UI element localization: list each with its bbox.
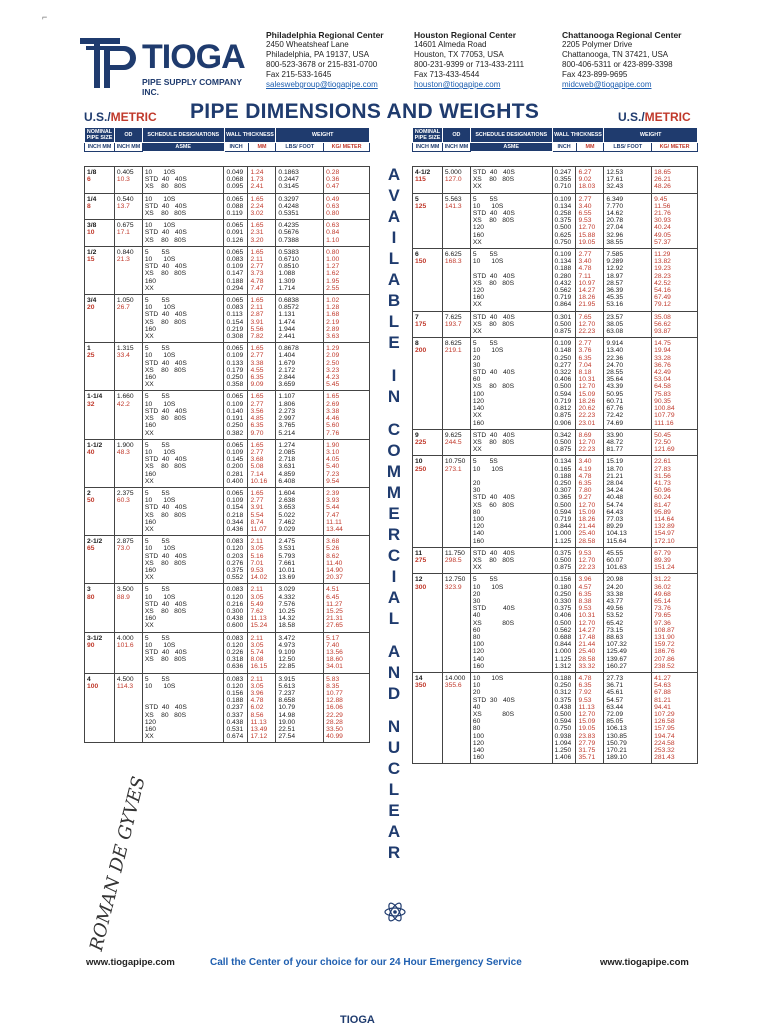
schedule-cell: STD 40 40S XS 80 80S XX (470, 311, 552, 338)
wall-inch-cell: 0.083 0.120 0.216 0.300 0.438 0.600 (224, 584, 248, 632)
outside-diameter-cell: 4.500 114.3 (114, 673, 142, 743)
header-schedule: SCHEDULE DESIGNATIONS (142, 128, 224, 143)
table-row (413, 338, 698, 429)
pipe-size-cell: 4-1/2 115 (413, 167, 443, 194)
table-row (413, 193, 698, 248)
pipe-size-cell: 9 225 (413, 429, 443, 456)
header-inch-mm: INCH MM (85, 143, 115, 152)
weight-lbs-cell: 0.5383 0.6710 0.8510 1.088 1.309 1.714 (276, 246, 324, 294)
office-line: Fax 713-433-4544 (414, 70, 480, 79)
weight-kg-cell: 4.51 6.45 11.27 15.25 21.31 27.65 (324, 584, 370, 632)
wall-inch-cell: 0.134 0.165 0.188 0.250 0.307 0.365 0.500 0.594 0.719 0.844 1.000 1.125 (552, 456, 576, 547)
office-line: Fax 423-899-9695 (562, 70, 628, 79)
outside-diameter-cell: 9.625 244.5 (442, 429, 470, 456)
slogan-letter: A (387, 822, 401, 841)
page-title: PIPE DIMENSIONS AND WEIGHTS (190, 100, 540, 123)
weight-kg-cell: 5.17 7.40 13.56 18.60 34.01 (324, 632, 370, 673)
weight-lbs-cell: 6.349 7.770 14.62 20.78 27.04 32.96 38.55 (604, 193, 652, 248)
outside-diameter-cell: 10.750 273.1 (442, 456, 470, 547)
office-name: Chattanooga Regional Center (562, 30, 682, 40)
wall-inch-cell: 0.188 0.250 0.312 0.375 0.438 0.500 0.594 0.750 0.938 1.094 1.250 1.406 (552, 673, 576, 764)
table-row (413, 456, 698, 547)
schedule-cell: 5 5S 10 10S STD 40 40S XS 80 80S 160 XX (142, 439, 224, 487)
pipe-size-cell: 2 50 (85, 487, 115, 535)
wall-inch-cell: 0.065 0.088 0.119 (224, 193, 248, 220)
schedule-cell: 10 10S STD 40 40S XS 80 80S (142, 167, 224, 194)
slogan-letter: N (387, 717, 401, 736)
slogan-letter: I (391, 567, 397, 586)
table-header-left (84, 127, 370, 152)
header-inch-mm: INCH MM (114, 143, 142, 152)
table-row (85, 536, 370, 584)
header-nominal: NOMINAL PIPE SIZE (413, 128, 443, 143)
outside-diameter-cell: 5.563 141.3 (442, 193, 470, 248)
units-us: U.S./ (84, 110, 111, 124)
wall-inch-cell: 0.065 0.109 0.133 0.179 0.250 0.358 (224, 343, 248, 391)
slogan-letter: R (387, 525, 401, 544)
weight-kg-cell: 1.90 3.10 4.05 5.40 7.23 9.54 (324, 439, 370, 487)
slogan-letter: L (388, 312, 400, 331)
wall-inch-cell: 0.375 0.500 0.875 (552, 547, 576, 574)
weight-lbs-cell: 2.475 3.531 5.793 7.661 10.01 13.69 (276, 536, 324, 584)
weight-lbs-cell: 45.55 60.07 101.63 (604, 547, 652, 574)
slogan-letter: A (387, 588, 401, 607)
slogan-letter (372, 353, 416, 365)
header-schedule: SCHEDULE DESIGNATIONS (470, 128, 552, 143)
table-row (85, 343, 370, 391)
weight-kg-cell: 5.83 8.35 10.77 12.88 16.06 22.29 28.28 33.50 40.99 (324, 673, 370, 743)
slogan-letter: O (387, 441, 401, 460)
wall-mm-cell: 1.65 2.77 3.91 5.54 8.74 11.07 (248, 487, 276, 535)
wall-mm-cell: 2.11 3.05 5.74 8.08 16.15 (248, 632, 276, 673)
wall-inch-cell: 0.156 0.180 0.250 0.330 0.375 0.406 0.500 0.562 0.688 0.844 1.000 1.125 1.312 (552, 574, 576, 673)
schedule-cell: 5 5S 10 10S STD 40 40S XS 80 80S 120 160 XX (470, 249, 552, 312)
schedule-cell: 5 5S 10 10S 20 30 STD 40 40S 60 XS 80 80S 100 120 140 XX 160 (470, 338, 552, 429)
pipe-table-right (412, 166, 698, 764)
slogan-letter: E (388, 504, 400, 523)
slogan-letter: M (386, 483, 402, 502)
table-row (413, 673, 698, 764)
footer-website-link-left[interactable]: www.tiogapipe.com (86, 957, 175, 968)
wall-mm-cell: 2.11 3.05 5.49 7.62 11.13 15.24 (248, 584, 276, 632)
pipe-size-cell: 3/4 20 (85, 295, 115, 343)
vertical-slogan (372, 164, 416, 863)
handwritten-signature (40, 760, 150, 960)
office-chattanooga (562, 30, 681, 90)
wall-mm-cell: 2.77 3.40 6.55 9.53 12.70 15.88 19.05 (576, 193, 604, 248)
wall-inch-cell: 0.083 0.120 0.203 0.276 0.375 0.552 (224, 536, 248, 584)
slogan-letter: E (388, 801, 400, 820)
slogan-letter: A (387, 207, 401, 226)
office-email-link[interactable]: houston@tiogapipe.com (414, 80, 501, 89)
tioga-tp-logo-icon (80, 36, 138, 92)
slogan-letter: V (388, 186, 400, 205)
header-mm: MM (576, 143, 604, 152)
outside-diameter-cell: 2.375 60.3 (114, 487, 142, 535)
header-asme: ASME (142, 143, 224, 152)
table-row (413, 167, 698, 194)
weight-lbs-cell: 0.1863 0.2447 0.3145 (276, 167, 324, 194)
schedule-cell: 5 5S 10 10S STD 40 40S XS 80 80S 160 XX (142, 536, 224, 584)
weight-lbs-cell: 0.3297 0.4248 0.5351 (276, 193, 324, 220)
slogan-letter: U (387, 738, 401, 757)
slogan-letter: M (386, 462, 402, 481)
wall-mm-cell: 1.65 2.11 2.77 3.73 4.78 7.47 (248, 246, 276, 294)
units-label-right (618, 110, 691, 124)
header-lbs-foot: LBS/ FOOT (276, 143, 324, 152)
slogan-letter: A (387, 165, 401, 184)
outside-diameter-cell: 6.625 168.3 (442, 249, 470, 312)
schedule-cell: STD 40 40S XS 80 80S XX (470, 429, 552, 456)
wall-inch-cell: 0.065 0.091 0.126 (224, 220, 248, 247)
schedule-cell: 5 5S 10 10S STD 40 40S XS 80 80S 160 XX (142, 487, 224, 535)
pipe-size-cell: 1/4 8 (85, 193, 115, 220)
pipe-size-cell: 3/8 10 (85, 220, 115, 247)
slogan-letter: C (387, 759, 401, 778)
slogan-letter: C (387, 546, 401, 565)
pipe-size-cell: 14 350 (413, 673, 443, 764)
weight-lbs-cell: 9.914 13.40 22.36 24.70 28.55 35.64 43.39 50.95 60.71 67.76 72.42 74.69 (604, 338, 652, 429)
wall-mm-cell: 7.65 12.70 22.23 (576, 311, 604, 338)
pipe-size-cell: 2-1/2 65 (85, 536, 115, 584)
weight-lbs-cell: 20.98 24.20 33.38 43.77 49.56 53.52 65.42 73.15 88.63 107.32 125.49 139.67 160.27 (604, 574, 652, 673)
weight-lbs-cell: 1.107 1.806 2.273 2.997 3.765 5.214 (276, 391, 324, 439)
header-od: OD (114, 128, 142, 143)
weight-kg-cell: 14.75 19.94 33.28 36.76 42.49 53.04 64.58 75.83 90.35 100.84 107.79 111.16 (652, 338, 698, 429)
schedule-cell: 5 5S 10 10S 20 30 STD 40 40S XS 60 80S 80 100 120 140 160 (470, 456, 552, 547)
office-line: 800-406-5311 or 423-899-3398 (562, 60, 673, 69)
table-row (85, 167, 370, 194)
outside-diameter-cell: 1.050 26.7 (114, 295, 142, 343)
wall-mm-cell: 3.40 4.19 4.78 6.35 7.80 9.27 12.70 15.09 18.26 21.44 25.40 28.58 (576, 456, 604, 547)
outside-diameter-cell: 14.000 355.6 (442, 673, 470, 764)
wall-inch-cell: 0.083 0.120 0.156 0.188 0.237 0.337 0.438 0.531 0.674 (224, 673, 248, 743)
weight-kg-cell: 50.45 72.50 121.69 (652, 429, 698, 456)
pipe-size-cell: 10 250 (413, 456, 443, 547)
table-row (85, 193, 370, 220)
table-row (85, 584, 370, 632)
schedule-cell: 5 5S 10 10S STD 40 40S XS 80 80S 160 XX (142, 295, 224, 343)
header-kg-meter: KG/ METER (652, 143, 698, 152)
weight-lbs-cell: 0.6838 0.8572 1.131 1.474 1.944 2.441 (276, 295, 324, 343)
schedule-cell: 5 5S 10 10S STD 40 40S XS 80 80S 120 160 XX (142, 673, 224, 743)
header-lbs-foot: LBS/ FOOT (604, 143, 652, 152)
office-philadelphia (266, 30, 384, 90)
office-email-link[interactable]: saleswebgroup@tiogapipe.com (266, 80, 378, 89)
table-row (413, 311, 698, 338)
slogan-letter (372, 407, 416, 419)
slogan-letter: B (387, 291, 401, 310)
slogan-letter: N (387, 663, 401, 682)
company-logo (80, 36, 260, 96)
weight-kg-cell: 18.65 26.21 48.26 (652, 167, 698, 194)
wall-inch-cell: 0.065 0.109 0.154 0.218 0.344 0.436 (224, 487, 248, 535)
weight-kg-cell: 67.79 89.39 151.24 (652, 547, 698, 574)
office-houston (414, 30, 524, 90)
outside-diameter-cell: 1.660 42.2 (114, 391, 142, 439)
wall-mm-cell: 8.69 12.70 22.23 (576, 429, 604, 456)
wall-inch-cell: 0.247 0.355 0.710 (552, 167, 576, 194)
pipe-size-cell: 7 175 (413, 311, 443, 338)
pipe-size-cell: 11 275 (413, 547, 443, 574)
pipe-size-cell: 8 200 (413, 338, 443, 429)
outside-diameter-cell: 11.750 298.5 (442, 547, 470, 574)
header-nominal: NOMINAL PIPE SIZE (85, 128, 115, 143)
outside-diameter-cell: 8.625 219.1 (442, 338, 470, 429)
weight-kg-cell: 11.29 13.82 19.23 28.23 42.52 54.16 67.49 79.12 (652, 249, 698, 312)
table-row (413, 429, 698, 456)
weight-kg-cell: 22.61 27.83 31.56 41.73 50.96 60.24 81.47 95.89 114.64 132.89 154.97 172.10 (652, 456, 698, 547)
weight-kg-cell: 3.68 5.26 8.62 11.40 14.90 20.37 (324, 536, 370, 584)
slogan-letter: N (387, 387, 401, 406)
office-email-link[interactable]: midcweb@tiogapipe.com (562, 80, 652, 89)
schedule-cell: 5 5S 10 10S STD 40 40S XS 80 80S 120 160 XX (470, 193, 552, 248)
slogan-letter: C (387, 420, 401, 439)
office-line: 2450 Wheatsheaf Lane (266, 40, 349, 49)
wall-mm-cell: 9.53 12.70 22.23 (576, 547, 604, 574)
slogan-letter: I (391, 228, 397, 247)
outside-diameter-cell: 3.500 88.9 (114, 584, 142, 632)
table-row (85, 632, 370, 673)
schedule-cell: STD 40 40S XS 80 80S XX (470, 167, 552, 194)
slogan-letter: L (388, 609, 400, 628)
pipe-size-cell: 1-1/4 32 (85, 391, 115, 439)
outside-diameter-cell: 0.675 17.1 (114, 220, 142, 247)
units-us: U.S./ (618, 110, 645, 124)
units-metric: METRIC (110, 110, 157, 124)
schedule-cell: 5 5S 10 10S STD 40 40S XS 80 80S (142, 632, 224, 673)
header-wall: WALL THICKNESS (224, 128, 276, 143)
wall-mm-cell: 1.65 2.11 2.87 3.91 5.56 7.82 (248, 295, 276, 343)
company-name: TIOGA (142, 38, 245, 76)
atom-icon (383, 900, 407, 924)
schedule-cell: 5 5S 10 10S STD 40 40S XS 80 80S 160 XX (142, 584, 224, 632)
pipe-size-cell: 6 150 (413, 249, 443, 312)
outside-diameter-cell: 2.875 73.0 (114, 536, 142, 584)
pipe-size-cell: 3-1/2 90 (85, 632, 115, 673)
footer-emergency-text: Call the Center of your choice for our 24 Hour Emergency Service (210, 957, 522, 968)
header-kg-meter: KG/ METER (324, 143, 370, 152)
wall-mm-cell: 3.96 4.57 6.35 8.38 9.53 10.31 12.70 14.27 17.48 21.44 25.40 28.58 33.32 (576, 574, 604, 673)
outside-diameter-cell: 0.840 21.3 (114, 246, 142, 294)
table-row (413, 249, 698, 312)
table-row (85, 487, 370, 535)
weight-kg-cell: 0.28 0.36 0.47 (324, 167, 370, 194)
weight-kg-cell: 1.29 2.09 2.50 3.23 4.23 5.45 (324, 343, 370, 391)
wall-mm-cell: 1.65 2.77 3.38 4.55 6.35 9.09 (248, 343, 276, 391)
header-wall: WALL THICKNESS (552, 128, 604, 143)
table-row (85, 220, 370, 247)
weight-kg-cell: 0.63 0.84 1.10 (324, 220, 370, 247)
slogan-letter: E (388, 333, 400, 352)
weight-kg-cell: 35.08 56.62 93.87 (652, 311, 698, 338)
slogan-letter: L (388, 249, 400, 268)
wall-inch-cell: 0.065 0.109 0.145 0.200 0.281 0.400 (224, 439, 248, 487)
wall-inch-cell: 0.083 0.120 0.226 0.318 0.636 (224, 632, 248, 673)
slogan-letter: L (388, 780, 400, 799)
header-od: OD (442, 128, 470, 143)
weight-lbs-cell: 27.73 36.71 45.61 54.57 63.44 72.09 85.05 106.13 130.85 150.79 170.21 189.10 (604, 673, 652, 764)
header-inch-mm: INCH MM (442, 143, 470, 152)
pipe-size-cell: 5 125 (413, 193, 443, 248)
wall-inch-cell: 0.301 0.500 0.875 (552, 311, 576, 338)
schedule-cell: 10 10S 10 20 STD 30 40S 40 XS 80S 60 80 100 120 140 160 (470, 673, 552, 764)
schedule-cell: 10 10S STD 40 40S XS 80 80S (142, 220, 224, 247)
schedule-cell: 5 5S 10 10S STD 40 40S XS 80 80S 160 XX (142, 391, 224, 439)
wall-inch-cell: 0.065 0.083 0.109 0.147 0.188 0.294 (224, 246, 248, 294)
pipe-size-cell: 1-1/2 40 (85, 439, 115, 487)
slogan-letter (372, 629, 416, 641)
wall-mm-cell: 1.65 2.24 3.02 (248, 193, 276, 220)
table-row (85, 246, 370, 294)
pipe-size-cell: 4 100 (85, 673, 115, 743)
header-inch-mm: INCH MM (413, 143, 443, 152)
weight-lbs-cell: 7.585 9.289 12.92 18.97 28.57 36.39 45.35 53.16 (604, 249, 652, 312)
slogan-letter: D (387, 684, 401, 703)
office-name: Philadelphia Regional Center (266, 30, 384, 40)
slogan-letter: A (387, 270, 401, 289)
weight-lbs-cell: 3.029 4.332 7.576 10.25 14.32 18.58 (276, 584, 324, 632)
wall-inch-cell: 0.109 0.148 0.250 0.277 0.322 0.406 0.500 0.594 0.719 0.812 0.875 0.906 (552, 338, 576, 429)
weight-kg-cell: 9.45 11.56 21.76 30.93 40.24 49.05 57.37 (652, 193, 698, 248)
units-label-left (84, 110, 157, 124)
pipe-size-cell: 1/8 6 (85, 167, 115, 194)
office-line: Houston, TX 77053, USA (414, 50, 504, 59)
wall-mm-cell: 2.11 3.05 3.96 4.78 6.02 8.56 11.13 13.49 17.12 (248, 673, 276, 743)
header-inch: INCH (552, 143, 576, 152)
pipe-table-left (84, 166, 370, 743)
wall-mm-cell: 1.65 2.31 3.20 (248, 220, 276, 247)
company-tagline: PIPE SUPPLY COMPANY INC. (142, 77, 242, 97)
weight-kg-cell: 2.39 3.93 5.44 7.47 11.11 13.44 (324, 487, 370, 535)
wall-mm-cell: 1.24 1.73 2.41 (248, 167, 276, 194)
header-inch: INCH (224, 143, 248, 152)
office-line: 800-231-9399 or 713-433-2111 (414, 60, 525, 69)
table-row (413, 547, 698, 574)
outside-diameter-cell: 4.000 101.6 (114, 632, 142, 673)
weight-lbs-cell: 1.274 2.085 2.718 3.631 4.859 6.408 (276, 439, 324, 487)
signature-text: ROMAN DE GYVES (86, 774, 150, 954)
table-row (85, 673, 370, 743)
footer-website-link-right[interactable]: www.tiogapipe.com (600, 957, 689, 968)
header-asme: ASME (470, 143, 552, 152)
weight-lbs-cell: 1.604 2.638 3.653 5.022 7.462 9.029 (276, 487, 324, 535)
wall-mm-cell: 6.27 9.02 18.03 (576, 167, 604, 194)
slogan-letter: I (391, 366, 397, 385)
outside-diameter-cell: 0.540 13.7 (114, 193, 142, 220)
schedule-cell: STD 40 40S XS 80 80S XX (470, 547, 552, 574)
pipe-size-cell: 3 80 (85, 584, 115, 632)
header-weight: WEIGHT (604, 128, 698, 143)
pipe-size-cell: 12 300 (413, 574, 443, 673)
slogan-letter (372, 704, 416, 716)
office-line: 14601 Almeda Road (414, 40, 487, 49)
table-row (85, 439, 370, 487)
wall-mm-cell: 1.65 2.77 3.68 5.08 7.14 10.16 (248, 439, 276, 487)
office-line: Fax 215-533-1645 (266, 70, 332, 79)
header-mm: MM (248, 143, 276, 152)
outside-diameter-cell: 0.405 10.3 (114, 167, 142, 194)
slogan-letter: A (387, 642, 401, 661)
outside-diameter-cell: 7.625 193.7 (442, 311, 470, 338)
wall-mm-cell: 4.78 6.35 7.92 9.53 11.13 12.70 15.09 19.05 23.83 27.79 31.75 35.71 (576, 673, 604, 764)
table-header-right (412, 127, 698, 152)
schedule-cell: 5 5S 10 10S STD 40 40S XS 80 80S 160 XX (142, 343, 224, 391)
weight-kg-cell: 0.80 1.00 1.27 1.62 1.95 2.55 (324, 246, 370, 294)
table-row (85, 295, 370, 343)
wall-inch-cell: 0.065 0.083 0.113 0.154 0.219 0.308 (224, 295, 248, 343)
slogan-letter: R (387, 843, 401, 862)
office-name: Houston Regional Center (414, 30, 517, 40)
pipe-size-cell: 1/2 15 (85, 246, 115, 294)
wall-inch-cell: 0.109 0.134 0.258 0.375 0.500 0.625 0.750 (552, 193, 576, 248)
weight-kg-cell: 1.02 1.28 1.68 2.19 2.89 3.63 (324, 295, 370, 343)
office-line: Chattanooga, TN 37421, USA (562, 50, 669, 59)
table-row (85, 391, 370, 439)
pipe-size-cell: 1 25 (85, 343, 115, 391)
weight-lbs-cell: 12.53 17.61 32.43 (604, 167, 652, 194)
weight-lbs-cell: 15.19 18.70 21.21 28.04 34.24 40.48 54.74 64.43 77.03 89.29 104.13 115.64 (604, 456, 652, 547)
weight-lbs-cell: 3.915 5.613 7.237 8.658 10.79 14.98 19.00 22.51 27.54 (276, 673, 324, 743)
outside-diameter-cell: 1.900 48.3 (114, 439, 142, 487)
table-row (413, 574, 698, 673)
outside-diameter-cell: 5.000 127.0 (442, 167, 470, 194)
schedule-cell: 10 10S STD 40 40S XS 80 80S (142, 193, 224, 220)
wall-mm-cell: 1.65 2.77 3.56 4.85 6.35 9.70 (248, 391, 276, 439)
outside-diameter-cell: 1.315 33.4 (114, 343, 142, 391)
office-line: 800-523-3678 or 215-831-0700 (266, 60, 378, 69)
wall-mm-cell: 2.77 3.40 4.78 7.11 10.97 14.27 18.26 21.95 (576, 249, 604, 312)
header-weight: WEIGHT (276, 128, 370, 143)
wall-inch-cell: 0.065 0.109 0.140 0.191 0.250 0.382 (224, 391, 248, 439)
weight-kg-cell: 1.65 2.69 3.38 4.46 5.60 7.76 (324, 391, 370, 439)
wall-inch-cell: 0.109 0.134 0.188 0.280 0.432 0.562 0.719 0.864 (552, 249, 576, 312)
weight-lbs-cell: 23.57 38.05 63.08 (604, 311, 652, 338)
scan-mark: ⌐ (42, 12, 48, 22)
weight-kg-cell: 0.49 0.63 0.80 (324, 193, 370, 220)
outside-diameter-cell: 12.750 323.9 (442, 574, 470, 673)
schedule-cell: 5 5S 10 10S STD 40 40S XS 80 80S 160 XX (142, 246, 224, 294)
weight-lbs-cell: 33.90 48.72 81.77 (604, 429, 652, 456)
units-metric: METRIC (644, 110, 691, 124)
wall-inch-cell: 0.342 0.500 0.875 (552, 429, 576, 456)
weight-lbs-cell: 3.472 4.973 9.109 12.50 22.85 (276, 632, 324, 673)
wall-mm-cell: 2.11 3.05 5.16 7.01 9.53 14.02 (248, 536, 276, 584)
weight-kg-cell: 41.27 54.63 67.88 81.21 94.41 107.29 126.58 157.95 194.74 224.58 253.32 281.43 (652, 673, 698, 764)
weight-kg-cell: 31.22 36.02 49.68 65.14 73.76 79.65 97.36 108.87 131.90 159.72 186.76 207.86 238.52 (652, 574, 698, 673)
office-line: Philadelphia, PA 19137, USA (266, 50, 370, 59)
wall-inch-cell: 0.049 0.068 0.095 (224, 167, 248, 194)
office-line: 2205 Polymer Drive (562, 40, 633, 49)
weight-lbs-cell: 0.4235 0.5676 0.7388 (276, 220, 324, 247)
schedule-cell: 5 5S 10 10S 20 30 STD 40S 40 XS 80S 60 80 100 120 140 160 (470, 574, 552, 673)
weight-lbs-cell: 0.8678 1.404 1.679 2.172 2.844 3.659 (276, 343, 324, 391)
wall-mm-cell: 2.77 3.76 6.35 7.04 8.18 10.31 12.70 15.09 18.26 20.62 22.23 23.01 (576, 338, 604, 429)
bottom-logo-fragment: TIOGA (340, 1014, 375, 1024)
